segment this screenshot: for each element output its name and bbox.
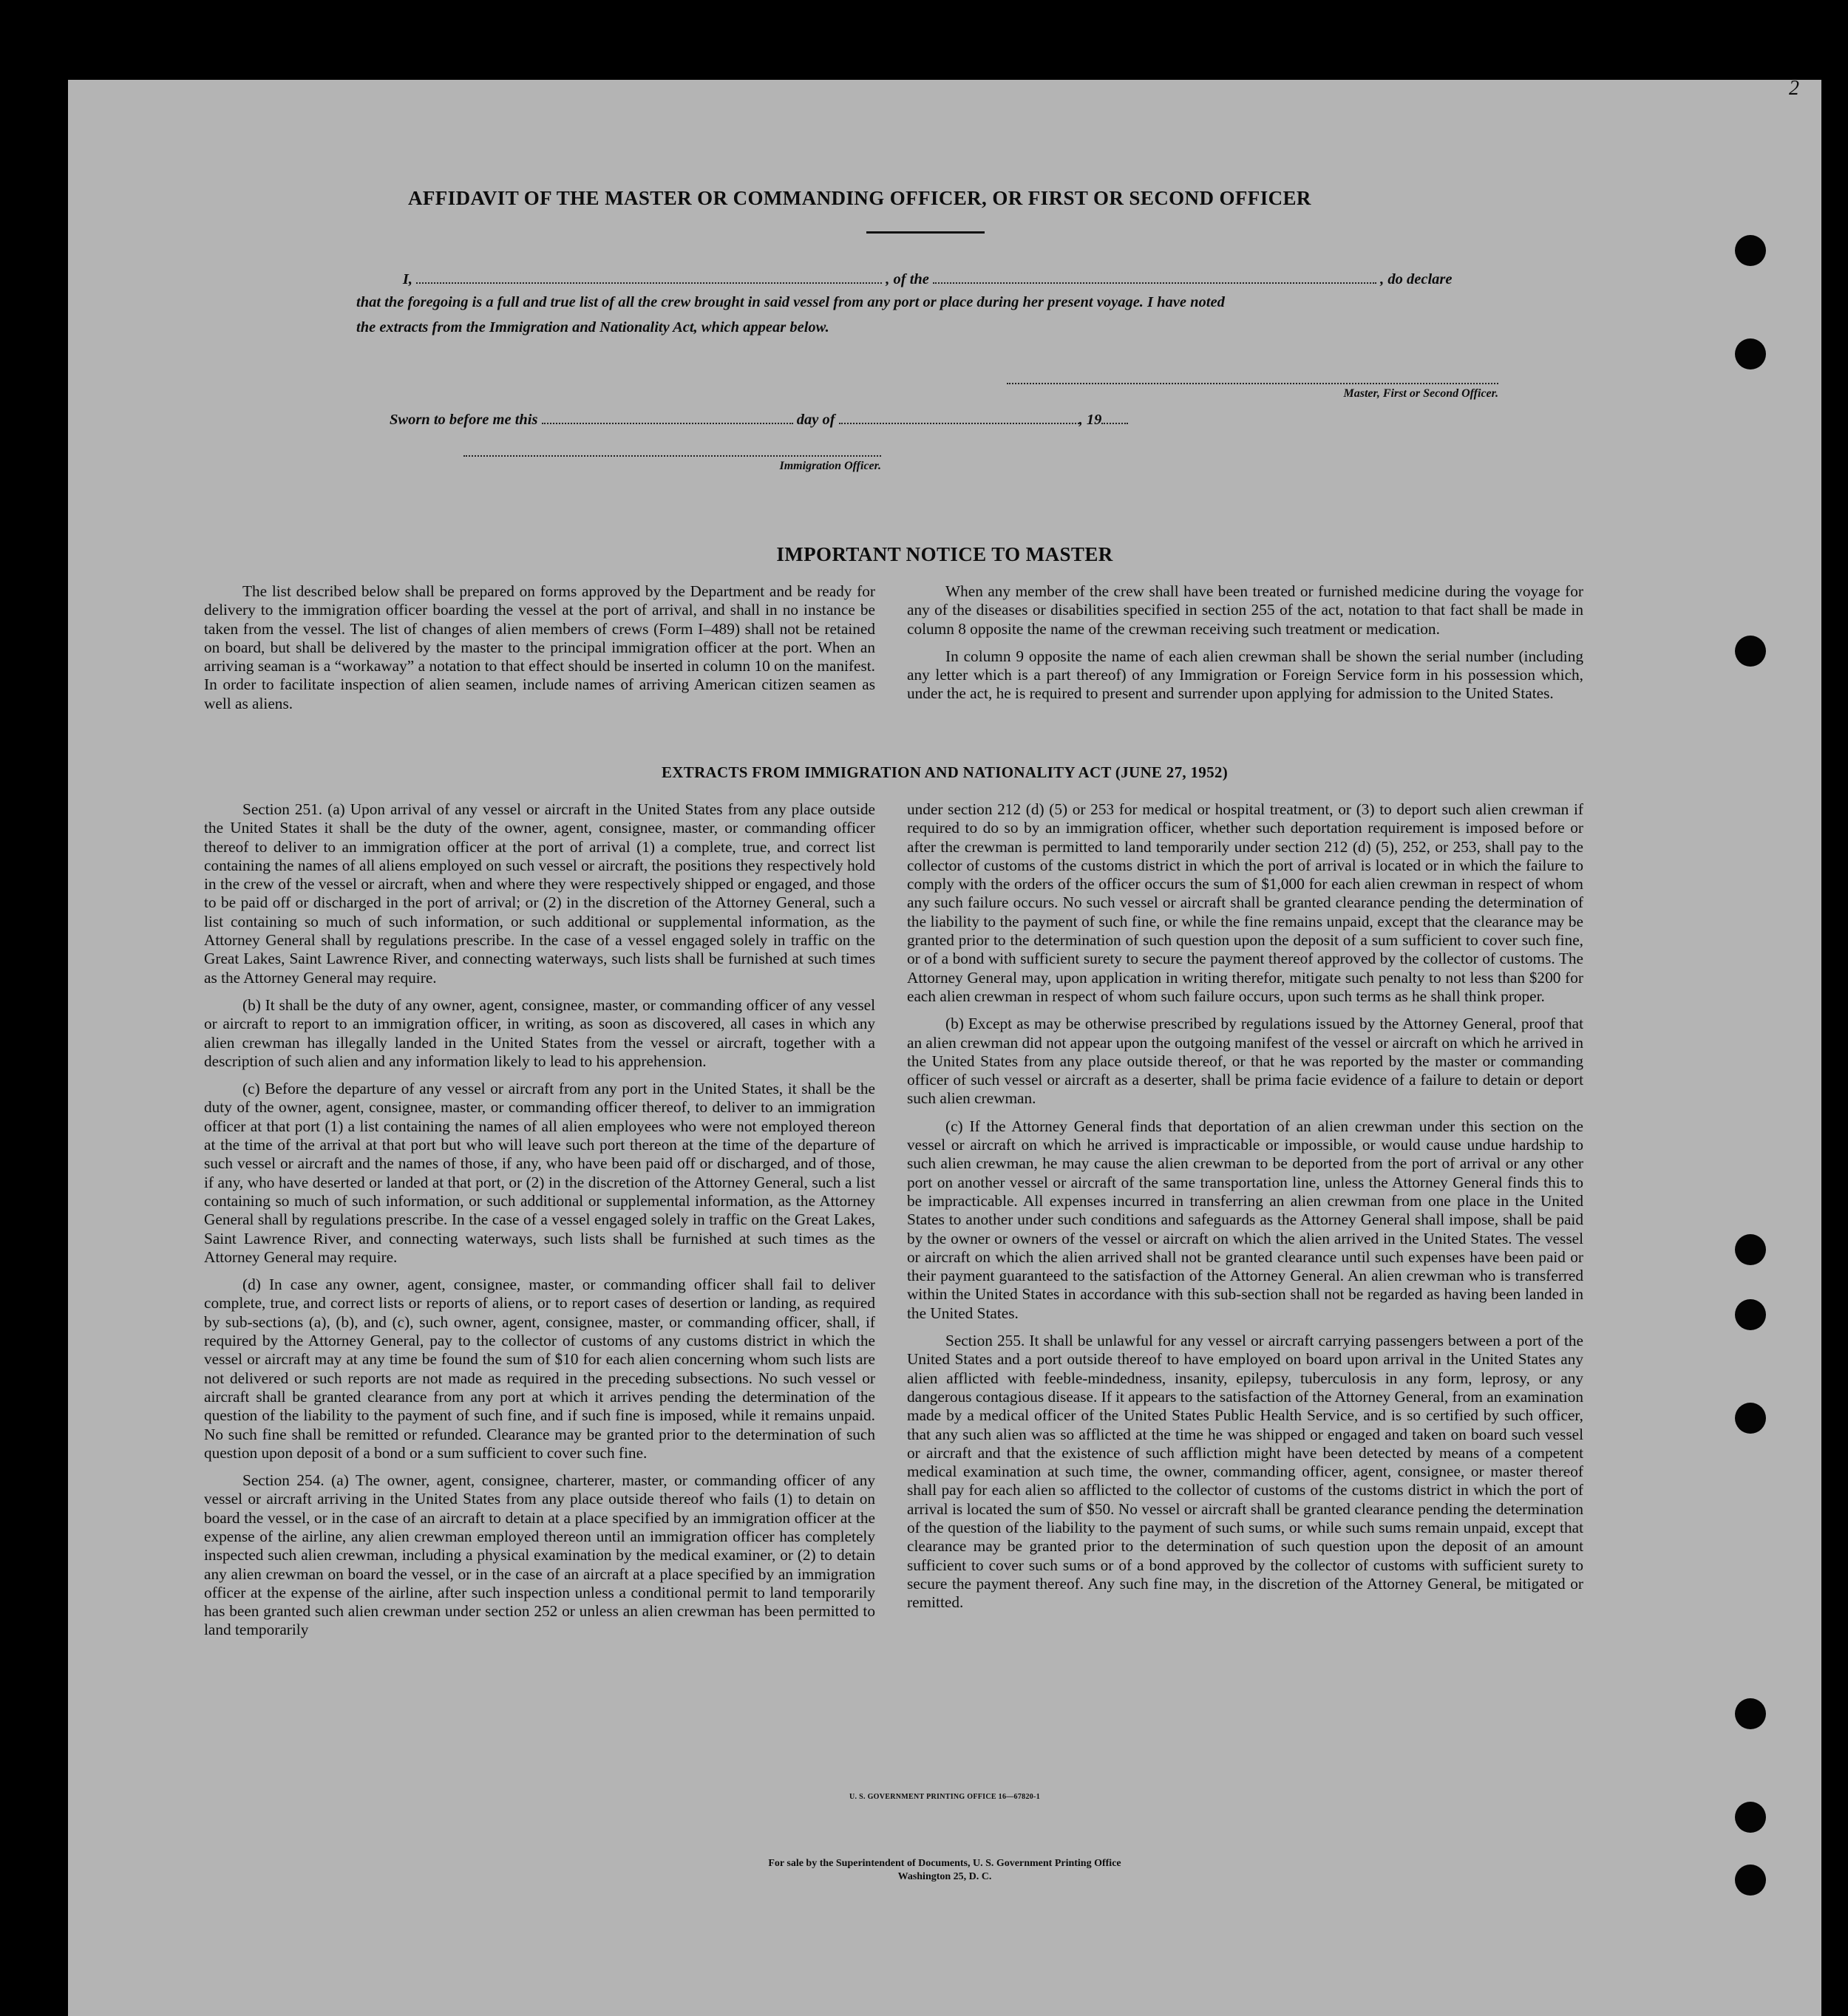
notice-right-paragraph-1: When any member of the crew shall have been treated or furnished medicine during the voyage for any of the diseases or disabilities specified in section 255 of the act, notation to that fact shall be made in column 8 opposite the name of the crewman receiving such treatment or medication. (907, 582, 1583, 638)
extracts-title: EXTRACTS FROM IMMIGRATION AND NATIONALITY ACT (JUNE 27, 1952) (662, 763, 1228, 781)
section-251-c: (c) Before the departure of any vessel or aircraft from any port in the United States, it shall be the duty of the owner, agent, consignee, master, or commanding officer thereof, to deliver to an immigration officer at that port (1) a list containing the names of all alien employees who were not employed thereon at the time of the arrival at that port but who will leave such port thereon at the time of the departure of such vessel or aircraft and the names of those, if any, who have been paid off or discharged, and of those, if any, who have deserted or landed at that port, or (2) in the discretion of the Attorney General, such a list containing so much of such information, or such additional or supplemental information, as the Attorney General shall by regulations prescribe. In the case of a vessel engaged solely in traffic on the Great Lakes, Saint Lawrence River, and connecting waterways, such lists shall be furnished at such times as the Attorney General may require. (204, 1080, 875, 1266)
section-251-b: (b) It shall be the duty of any owner, agent, consignee, master, or commanding officer of any vessel or aircraft to report to an immigration officer, in writing, as soon as discovered, all cases in which any alien crewman has illegally landed in the United States from the vessel or aircraft, together with a description of such alien and any information likely to lead to his apprehension. (204, 995, 875, 1070)
printer-imprint: U. S. GOVERNMENT PRINTING OFFICE 16—67820-1 (849, 1793, 1040, 1801)
notice-right-paragraph-2: In column 9 opposite the name of each alien crewman shall be shown the serial number (including any letter which is a part thereof) of any Immigration or Foreign Service form in his possession which, under the act, he is required to present and surrender upon applying for admission to the United States. (907, 647, 1583, 703)
extracts-left-column (204, 800, 875, 1640)
section-254-c: (c) If the Attorney General finds that deportation of an alien crewman under this section on the vessel or aircraft on which he arrived is impracticable or impossible, or would cause undue hardship to such alien crewman, he may cause the alien crewman to be deported from the port of arrival or any other port on another vessel or aircraft of the same transportation line, unless the Attorney General finds this to be impracticable. All expenses incurred in transferring an alien crewman from one place in the United States to another under such conditions and safeguards as the Attorney General shall impose, shall be paid by the owner or owners of the vessel or aircraft on which the alien arrived in the United States. The vessel or aircraft on which the alien arrived shall not be granted clearance until such expenses have been paid or their payment guaranteed to the satisfaction of the Attorney General. An alien crewman who is transferred within the United States in accordance with this sub-section shall not be regarded as having been landed in the United States. (907, 1117, 1583, 1322)
officer-signature-caption: Immigration Officer. (779, 460, 881, 472)
sworn-year-field[interactable] (1101, 406, 1128, 424)
sale-notice-line-1: For sale by the Superintendent of Documents, U. S. Government Printing Office (768, 1858, 1121, 1869)
section-251-d: (d) In case any owner, agent, consignee, master, or commanding officer shall fail to deliver complete, true, and correct lists or reports of aliens, or to report cases of desertion or landing, as required by sub-sections (a), (b), and (c), such owner, agent, consignee, master, or commanding officer, shall, if required by the Attorney General, pay to the collector of customs of any customs district in which the vessel or aircraft may at any time be found the sum of $10 for each alien concerning whom such lists are not delivered or such reports are not made as required in the preceding subsections. No such vessel or aircraft shall be granted clearance from any port at which it arrives pending the determination of the question of the liability to the payment of such fine, and if such fine is imposed, while it remains unpaid. No such fine shall be remitted or refunded. Clearance may be granted prior to the determination of such question upon deposit of a bond or a sum sufficient to cover such fine. (204, 1276, 875, 1462)
master-signature-line[interactable] (1007, 383, 1498, 384)
notice-title: IMPORTANT NOTICE TO MASTER (776, 543, 1113, 565)
declare-label: , do declare (1380, 271, 1453, 287)
extracts-right-column (907, 800, 1583, 1612)
sworn-line (390, 406, 1128, 429)
officer-signature-line[interactable] (463, 455, 881, 457)
document-page (68, 77, 1821, 2016)
master-signature-caption: Master, First or Second Officer. (1343, 387, 1498, 400)
punch-hole (1735, 235, 1766, 266)
punch-hole (1735, 1403, 1766, 1434)
punch-hole (1735, 1865, 1766, 1896)
section-255: Section 255. It shall be unlawful for any vessel or aircraft carrying passengers between a port of the United States and a port outside thereof to have employed on board upon arrival in the United States any alien afflicted with feeble-mindedness, insanity, epilepsy, tuberculosis in any form, leprosy, or any dangerous contagious disease. If it appears to the satisfaction of the Attorney General, from an examination made by a medical officer of the United States Public Health Service, and is so certified by such officer, that any such alien was so afflicted at the time he was shipped or engaged and taken on board such vessel or aircraft and that the existence of such affliction might have been detected by means of a competent medical examination at such time, the owner, commanding officer, agent, consignee, or master thereof shall pay for each alien so afflicted to the collector of customs of the customs district in which the port of arrival is located the sum of $50. No vessel or aircraft shall be granted clearance pending the determination of the question of the liability to the payment of such sums, or while such sums remain unpaid, except that clearance may be granted prior to the determination of such question upon the deposit of an amount sufficient to cover such sums or of a bond approved by the collector of customs with sufficient surety to secure the payment thereof. Any such fine may, in the discretion of the Attorney General, be mitigated or remitted. (907, 1332, 1583, 1612)
punch-hole (1735, 1698, 1766, 1729)
punch-hole (1735, 338, 1766, 370)
punch-hole (1735, 1299, 1766, 1330)
affidavit-line-2: that the foregoing is a full and true list of all the crew brought in said vessel from any port or place during her present voyage. I have noted (356, 294, 1225, 310)
notice-left-paragraph: The list described below shall be prepared on forms approved by the Department and be ready for delivery to the immigration officer boarding the vessel at the port of arrival, and shall in no instance be taken from the vessel. The list of changes of alien members of crews (Form I–489) shall not be retained on board, but shall be delivered by the master to the principal immigration officer at the port. When an arriving seaman is a “workaway” a notation to that effect should be inserted in column 10 on the manifest. In order to facilitate inspection of alien seamen, include names of arriving American citizen seamen as well as aliens. (204, 582, 875, 712)
section-251-a: Section 251. (a) Upon arrival of any vessel or aircraft in the United States from any place outside the United States it shall be the duty of the owner, agent, consignee, master, or commanding officer thereof to deliver to an immigration officer at the port of arrival (1) a complete, true, and correct list containing the names of all aliens employed on such vessel or aircraft, the positions they respectively hold in the crew of the vessel or aircraft, when and where they were respectively shipped or engaged, and those to be paid off or discharged in the port of arrival; or (2) in the discretion of the Attorney General, such a list containing so much of such information, or such additional or supplemental information, as the Attorney General shall by regulations prescribe. In the case of a vessel engaged solely in traffic on the Great Lakes, Saint Lawrence River, and connecting waterways, such lists shall be furnished at such times as the Attorney General may require. (204, 800, 875, 987)
sworn-label: Sworn to before me this (390, 412, 538, 428)
punch-hole (1735, 1802, 1766, 1833)
affidavit-line-3: the extracts from the Immigration and Nationality Act, which appear below. (356, 319, 829, 336)
notice-left-column (204, 582, 875, 713)
corner-page-mark: 2 (1789, 77, 1799, 100)
affidavit-line-1 (393, 266, 1569, 288)
year-label: , 19 (1078, 412, 1102, 428)
section-254-a: Section 254. (a) The owner, agent, consignee, charterer, master, or commanding officer of any vessel or aircraft arriving in the United States from any place outside thereof who fails (1) to detain on board the vessel, or in the case of an aircraft to detain at a place specified by an immigration officer at the expense of the airline, any alien crewman employed thereon until an immigration officer has completely inspected such alien crewman, including a physical examination by the medical examiner, or (2) to detain any alien crewman on board the vessel, or in the case of an aircraft at a place specified by an immigration officer at the expense of the airline, after such inspection unless a conditional permit to land temporarily has been granted such alien crewman under section 252 or unless an alien crewman has been permitted to land temporarily (204, 1471, 875, 1639)
sale-notice-line-2: Washington 25, D. C. (897, 1871, 992, 1882)
sworn-day-field[interactable] (542, 406, 793, 424)
vessel-name-field[interactable] (933, 266, 1376, 284)
vessel-label: , of the (886, 271, 929, 287)
affidavit-title: AFFIDAVIT OF THE MASTER OR COMMANDING OFFICER, OR FIRST OR SECOND OFFICER (408, 187, 1311, 209)
section-254-a-continued: under section 212 (d) (5) or 253 for medical or hospital treatment, or (3) to deport such alien crewman if required to do so by an immigration officer, whether such deportation requirement is imposed before or after the crewman is permitted to land temporarily under section 212 (d) (5), 252, or 253, shall pay to the collector of customs of the customs district in which the port of arrival is located or in which the failure to comply with the orders of the officer occurs the sum of $1,000 for each alien crewman in respect of whom any such failure occurs. No such vessel or aircraft shall be granted clearance pending the determination of the liability to the payment of such fine, or while the fine remains unpaid, except that the clearance may be granted prior to the determination of such question upon the deposit of a sum sufficient to cover such fine, or of a bond with sufficient surety to secure the payment thereof approved by the collector of customs. The Attorney General may, upon application in writing therefor, mitigate such penalty to not less than $200 for each alien crewman in respect of whom such failure occurs, upon such terms as he shall think proper. (907, 800, 1583, 1005)
punch-hole (1735, 1234, 1766, 1265)
title-rule (866, 231, 985, 234)
day-of-label: day of (796, 412, 835, 428)
sale-notice (68, 1857, 1821, 1884)
declarant-label: I, (402, 271, 412, 287)
declarant-name-field[interactable] (416, 266, 882, 284)
notice-right-column (907, 582, 1583, 704)
sworn-month-field[interactable] (839, 406, 1079, 424)
section-254-b: (b) Except as may be otherwise prescribed by regulations issued by the Attorney General, proof that an alien crewman did not appear upon the outgoing manifest of the vessel or aircraft on which he arrived in the United States from any place outside thereof, or that he was reported by the master or commanding officer of such vessel or aircraft as a deserter, shall be prima facie evidence of a failure to detain or deport such alien crewman. (907, 1015, 1583, 1108)
punch-hole (1735, 636, 1766, 667)
